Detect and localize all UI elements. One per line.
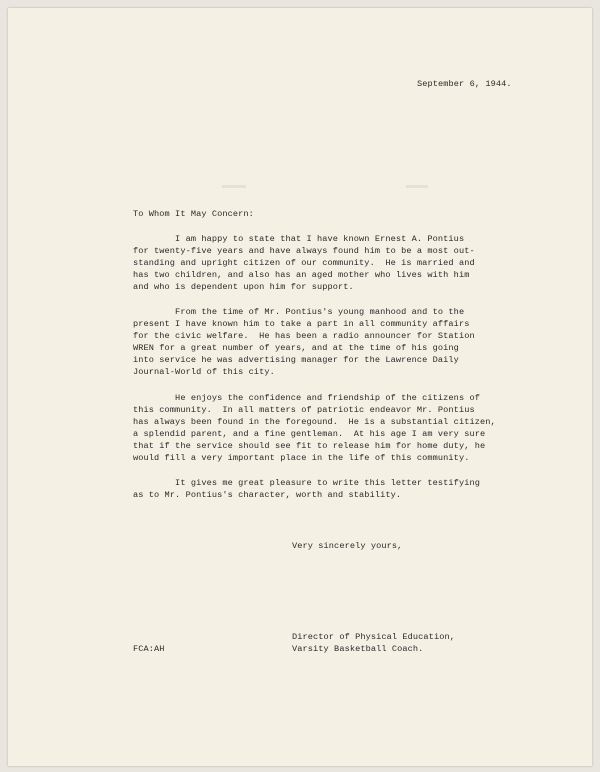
fold-mark	[222, 185, 246, 188]
letter-closing: Very sincerely yours,	[292, 541, 403, 551]
letter-line: a splendid parent, and a fine gentleman. At his age I am very sure	[133, 429, 486, 439]
letter-line: for the civic welfare. He has been a radio announcer for Station	[133, 331, 475, 341]
letter-line: has always been found in the foregound. He is a substantial citizen,	[133, 417, 496, 427]
letter-line: standing and upright citizen of our community. He is married and	[133, 258, 475, 268]
letter-line: It gives me great pleasure to write this letter testifying	[133, 478, 480, 488]
letter-line: that if the service should see fit to release him for home duty, he	[133, 441, 486, 451]
letter-line: this community. In all matters of patriotic endeavor Mr. Pontius	[133, 405, 475, 415]
letter-line: present I have known him to take a part in all community affairs	[133, 319, 470, 329]
fold-mark	[406, 185, 428, 188]
letter-salutation: To Whom It May Concern:	[133, 209, 254, 219]
letter-line: would fill a very important place in the life of this community.	[133, 453, 470, 463]
letter-line: WREN for a great number of years, and at the time of his going	[133, 343, 459, 353]
letter-line: Journal-World of this city.	[133, 367, 275, 377]
initials: FCA:AH	[133, 644, 165, 654]
letter-line: has two children, and also has an aged mother who lives with him	[133, 270, 470, 280]
letter-line: He enjoys the confidence and friendship of the citizens of	[133, 393, 480, 403]
letter-line: From the time of Mr. Pontius's young manhood and to the	[133, 307, 465, 317]
letter-date: September 6, 1944.	[417, 79, 512, 89]
letter-line: as to Mr. Pontius's character, worth and stability.	[133, 490, 402, 500]
signatory-title: Director of Physical Education,	[292, 632, 455, 642]
letter-line: I am happy to state that I have known Ernest A. Pontius	[133, 234, 465, 244]
letter-line: for twenty-five years and have always found him to be a most out-	[133, 246, 475, 256]
letter-line: and who is dependent upon him for support.	[133, 282, 354, 292]
signatory-title: Varsity Basketball Coach.	[292, 644, 424, 654]
letter-line: into service he was advertising manager for the Lawrence Daily	[133, 355, 459, 365]
